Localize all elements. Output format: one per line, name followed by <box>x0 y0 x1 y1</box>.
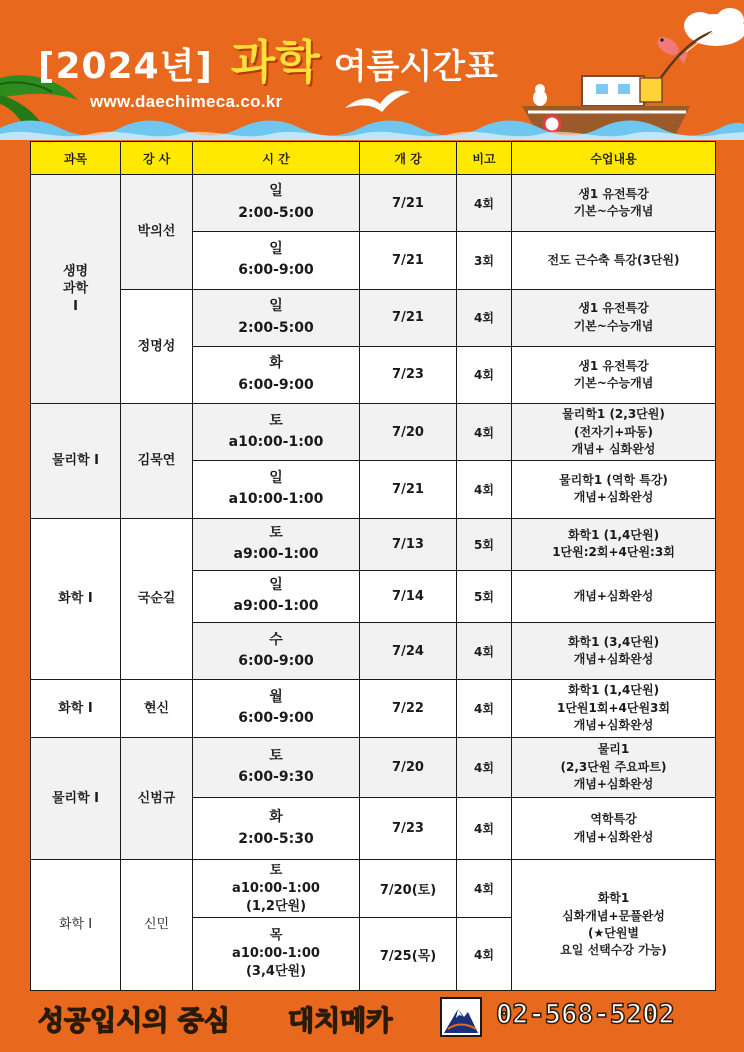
content-cell: 화학1 (1,4단원) 1단원1회+4단원3회 개념+심화완성 <box>512 680 716 737</box>
teacher-cell: 국순길 <box>121 518 193 680</box>
start-date-cell: 7/24 <box>360 623 457 680</box>
time-cell: 수 6:00-9:00 <box>193 623 360 680</box>
time-cell: 토 a10:00-1:00 (1,2단원) <box>193 860 360 918</box>
subject-cell: 생명 과학 I <box>31 175 121 404</box>
sessions-cell: 4회 <box>457 623 512 680</box>
start-date-cell: 7/21 <box>360 232 457 289</box>
start-date-cell: 7/21 <box>360 175 457 232</box>
content-cell: 화학1 심화개념+문풀완성 (★단원별 요일 선택수강 가능) <box>512 860 716 991</box>
column-header: 개 강 <box>360 142 457 175</box>
subject-cell: 물리학 I <box>31 404 121 519</box>
content-cell: 생1 유전특강 기본~수능개념 <box>512 346 716 403</box>
time-cell: 토 a10:00-1:00 <box>193 404 360 461</box>
teacher-cell: 신범규 <box>121 737 193 860</box>
table-row <box>31 518 716 570</box>
time-cell: 목 a10:00-1:00 (3,4단원) <box>193 918 360 991</box>
start-date-cell: 7/23 <box>360 346 457 403</box>
content-cell: 역학특강 개념+심화완성 <box>512 797 716 859</box>
subject-cell: 화학 I <box>31 518 121 680</box>
teacher-cell: 신민 <box>121 860 193 991</box>
footer-brand: 대치메카 <box>288 1006 393 1037</box>
sessions-cell: 5회 <box>457 518 512 570</box>
sessions-cell: 4회 <box>457 346 512 403</box>
sessions-cell: 4회 <box>457 461 512 518</box>
column-header: 강 사 <box>121 142 193 175</box>
teacher-cell: 김묵연 <box>121 404 193 519</box>
title-year: [2024년] <box>38 46 213 87</box>
table-row <box>31 289 716 346</box>
table-row <box>31 737 716 797</box>
sessions-cell: 4회 <box>457 680 512 737</box>
subject-cell: 물리학 I <box>31 737 121 860</box>
time-cell: 화 6:00-9:00 <box>193 346 360 403</box>
cloud-icon <box>684 8 744 46</box>
start-date-cell: 7/20 <box>360 737 457 797</box>
start-date-cell: 7/21 <box>360 289 457 346</box>
title-rest: 여름시간표 <box>333 47 498 87</box>
start-date-cell: 7/23 <box>360 797 457 859</box>
subject-cell: 화학 I <box>31 860 121 991</box>
content-cell: 생1 유전특강 기본~수능개념 <box>512 175 716 232</box>
content-cell: 물리1 (2,3단원 주요파트) 개념+심화완성 <box>512 737 716 797</box>
content-cell: 화학1 (3,4단원) 개념+심화완성 <box>512 623 716 680</box>
column-header: 과목 <box>31 142 121 175</box>
content-cell: 개념+심화완성 <box>512 570 716 622</box>
start-date-cell: 7/14 <box>360 570 457 622</box>
time-cell: 화 2:00-5:30 <box>193 797 360 859</box>
fish-icon <box>654 33 688 64</box>
mountain-logo-icon <box>440 997 482 1037</box>
content-cell: 생1 유전특강 기본~수능개념 <box>512 289 716 346</box>
start-date-cell: 7/20(토) <box>360 860 457 918</box>
sessions-cell: 4회 <box>457 737 512 797</box>
time-cell: 토 6:00-9:30 <box>193 737 360 797</box>
sessions-cell: 4회 <box>457 860 512 918</box>
sessions-cell: 3회 <box>457 232 512 289</box>
start-date-cell: 7/13 <box>360 518 457 570</box>
content-cell: 전도 근수축 특강(3단원) <box>512 232 716 289</box>
header <box>0 0 744 140</box>
time-cell: 월 6:00-9:00 <box>193 680 360 737</box>
column-header: 수업내용 <box>512 142 716 175</box>
content-cell: 물리학1 (역학 특강) 개념+심화완성 <box>512 461 716 518</box>
start-date-cell: 7/20 <box>360 404 457 461</box>
start-date-cell: 7/21 <box>360 461 457 518</box>
time-cell: 일 6:00-9:00 <box>193 232 360 289</box>
column-header: 시 간 <box>193 142 360 175</box>
footer <box>30 991 715 1047</box>
teacher-cell: 정명성 <box>121 289 193 404</box>
schedule-table <box>30 141 716 991</box>
content-cell: 화학1 (1,4단원) 1단원:2회+4단원:3회 <box>512 518 716 570</box>
schedule-table-wrap <box>30 141 715 991</box>
sessions-cell: 5회 <box>457 570 512 622</box>
table-row <box>31 404 716 461</box>
teacher-cell: 현신 <box>121 680 193 737</box>
title-subject: 과학 <box>230 35 320 89</box>
table-header-row <box>31 142 716 175</box>
table-row <box>31 860 716 918</box>
sessions-cell: 4회 <box>457 404 512 461</box>
time-cell: 일 a10:00-1:00 <box>193 461 360 518</box>
table-row <box>31 680 716 737</box>
start-date-cell: 7/25(목) <box>360 918 457 991</box>
sessions-cell: 4회 <box>457 918 512 991</box>
sessions-cell: 4회 <box>457 175 512 232</box>
time-cell: 토 a9:00-1:00 <box>193 518 360 570</box>
footer-slogan: 성공입시의 중심 <box>38 1006 230 1037</box>
table-row <box>31 175 716 232</box>
sessions-cell: 4회 <box>457 289 512 346</box>
time-cell: 일 2:00-5:00 <box>193 175 360 232</box>
teacher-cell: 박의선 <box>121 175 193 290</box>
seagull-icon <box>345 91 410 113</box>
start-date-cell: 7/22 <box>360 680 457 737</box>
time-cell: 일 a9:00-1:00 <box>193 570 360 622</box>
website-link[interactable]: www.daechimeca.co.kr <box>90 92 283 111</box>
page-title <box>38 26 498 92</box>
sessions-cell: 4회 <box>457 797 512 859</box>
column-header: 비고 <box>457 142 512 175</box>
subject-cell: 화학 I <box>31 680 121 737</box>
content-cell: 물리학1 (2,3단원) (전자기+파동) 개념+ 심화완성 <box>512 404 716 461</box>
footer-phone[interactable]: 02-568-5202 <box>496 999 675 1030</box>
time-cell: 일 2:00-5:00 <box>193 289 360 346</box>
